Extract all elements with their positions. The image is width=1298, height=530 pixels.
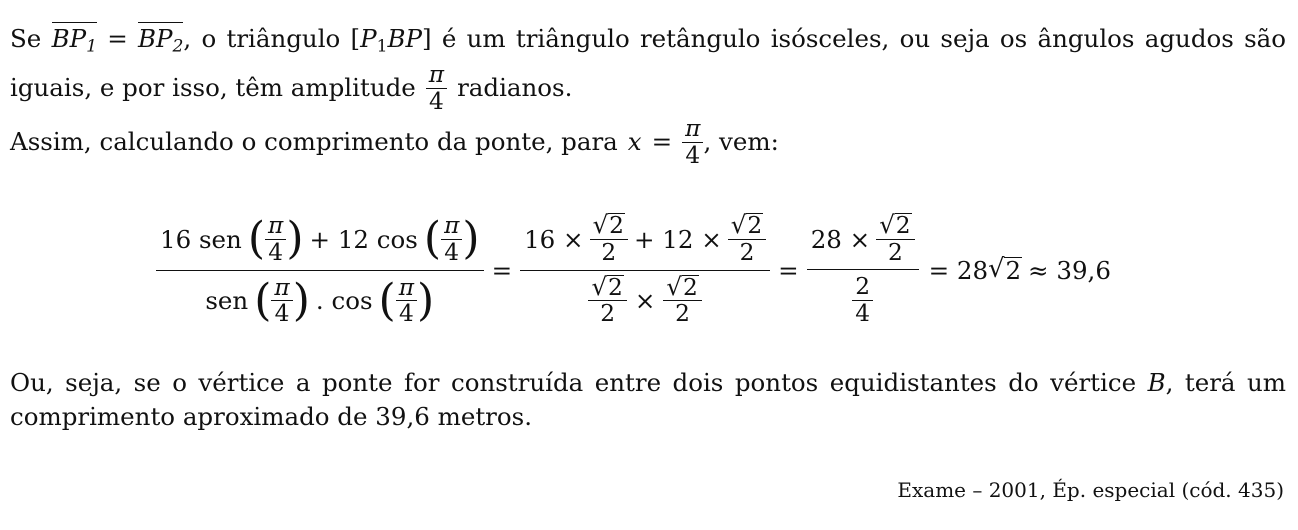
equals-sign: = (96, 24, 139, 53)
term-3-numerator (807, 210, 919, 270)
text-16-sen: 16 sen (160, 224, 242, 254)
paragraph-1-line-1 (10, 22, 1286, 56)
result-28: = 28 (928, 255, 989, 285)
term-1-numerator (156, 213, 484, 270)
sqrt-symbol: √ (988, 253, 1005, 284)
fraction-pi-over-4 (682, 116, 703, 168)
triangle-p: P (360, 24, 377, 53)
paragraph-3-line-2 (10, 400, 1286, 434)
fraction-sqrt2-over-2 (663, 271, 701, 327)
text-triangle-description: ] é um triângulo retângulo isósceles, ou seja os ângulos agudos são (422, 24, 1287, 53)
denominator-2: 2 (887, 238, 903, 266)
pi-symbol: π (271, 275, 292, 302)
pi-symbol: π (426, 62, 447, 89)
bp2-label: BP (138, 24, 173, 53)
triangle-p-subscript: 1 (376, 36, 388, 57)
term-2-numerator (520, 210, 770, 270)
sqrt-2 (588, 271, 626, 301)
text-comprimento: comprimento aproximado de 39,6 metros. (10, 402, 533, 431)
radicand-2: 2 (682, 273, 698, 301)
open-paren: ( (247, 213, 266, 265)
text-tera-um: , terá um (1165, 368, 1287, 397)
times-sign: × (634, 286, 656, 316)
segment-bp2 (138, 22, 184, 57)
sqrt-2 (876, 210, 914, 240)
equation-term-2 (520, 210, 770, 327)
paragraph-1-line-2 (10, 58, 1286, 118)
radicand-2: 2 (1005, 255, 1022, 285)
text-16-times: 16 × (524, 224, 584, 254)
text-plus-12-times: + 12 × (633, 224, 722, 254)
result-sqrt-2 (988, 253, 1022, 285)
denominator-4: 4 (855, 300, 871, 328)
result-approx: ≈ 39,6 (1028, 255, 1111, 285)
vertex-b: B (1147, 368, 1166, 397)
radicand-2: 2 (747, 212, 763, 240)
equals-sign: = (778, 255, 799, 285)
source-citation: Exame – 2001, Ép. especial (cód. 435) (897, 478, 1284, 502)
radicand-2: 2 (608, 273, 623, 301)
sqrt-2 (663, 271, 701, 301)
fraction-2-over-4 (852, 274, 873, 326)
sqrt-2 (590, 210, 628, 240)
denominator-2: 2 (600, 299, 616, 327)
paragraph-3-line-1 (10, 366, 1286, 400)
sqrt-symbol: √ (592, 210, 609, 240)
text-sen: sen (205, 286, 249, 316)
fraction-pi-over-4 (271, 275, 292, 327)
bp2-subscript: 2 (172, 36, 184, 57)
denominator-4: 4 (398, 300, 414, 328)
sqrt-symbol: √ (879, 210, 895, 240)
radicand-2: 2 (609, 212, 624, 240)
denominator-2: 2 (601, 238, 617, 266)
text-dot-cos: . cos (315, 286, 373, 316)
text-28-times: 28 × (810, 224, 871, 254)
equation-term-1 (156, 213, 484, 326)
close-paren: ) (292, 274, 310, 326)
fraction-pi-over-4 (441, 213, 462, 265)
bp1-subscript: 1 (86, 36, 97, 57)
pi-symbol: π (441, 213, 462, 240)
text-se: Se (10, 24, 42, 53)
open-paren: ( (378, 274, 396, 326)
sqrt-symbol: √ (666, 271, 682, 301)
fraction-sqrt2-over-2 (728, 210, 766, 266)
fraction-sqrt2-over-2 (590, 210, 628, 266)
term-3-denominator (848, 270, 877, 326)
text-vem: , vem: (703, 127, 779, 156)
pi-symbol: π (396, 275, 417, 302)
display-equation (156, 195, 1111, 345)
fraction-pi-over-4 (426, 62, 447, 114)
denominator-2: 2 (675, 299, 690, 327)
pi-symbol: π (682, 116, 703, 143)
fraction-pi-over-4 (265, 213, 286, 265)
pi-symbol: π (265, 213, 286, 240)
denominator-2: 2 (739, 238, 755, 266)
sqrt-2 (728, 210, 766, 240)
triangle-bp: BP (387, 24, 423, 53)
open-paren: ( (423, 213, 442, 265)
term-2-denominator (584, 271, 705, 327)
fraction-pi-over-4 (396, 275, 417, 327)
numerator-2: 2 (852, 274, 873, 301)
equals-sign: = (491, 255, 513, 285)
text-triangle-intro: , o triângulo [ (183, 24, 361, 53)
sqrt-symbol: √ (591, 271, 608, 301)
open-paren: ( (254, 274, 272, 326)
text-plus-12-cos: + 12 cos (309, 224, 418, 254)
term-1-denominator (201, 271, 438, 327)
equals-sign: = (651, 127, 673, 156)
fraction-sqrt2-over-2 (588, 271, 626, 327)
denominator-4: 4 (429, 87, 444, 115)
close-paren: ) (417, 274, 435, 326)
radicand-2: 2 (895, 212, 911, 240)
denominator-4: 4 (444, 238, 460, 266)
denominator-4: 4 (274, 300, 290, 328)
close-paren: ) (462, 213, 480, 265)
text-radianos: radianos. (457, 73, 573, 102)
close-paren: ) (286, 213, 304, 265)
text-assim: Assim, calculando o comprimento da ponte, para (10, 127, 618, 156)
bp1-label: BP (51, 24, 87, 53)
paragraph-2 (10, 112, 1286, 172)
denominator-4: 4 (685, 141, 701, 169)
sqrt-symbol: √ (730, 210, 747, 240)
text-conclusion: Ou, seja, se o vértice a ponte for construída entre dois pontos equidistantes do vértice (10, 368, 1137, 397)
equation-term-3 (807, 210, 919, 328)
segment-bp1 (51, 22, 97, 57)
denominator-4: 4 (268, 238, 284, 266)
fraction-sqrt2-over-2 (876, 210, 914, 266)
variable-x: x (627, 127, 642, 156)
text-amplitude: iguais, e por isso, têm amplitude (10, 73, 416, 102)
